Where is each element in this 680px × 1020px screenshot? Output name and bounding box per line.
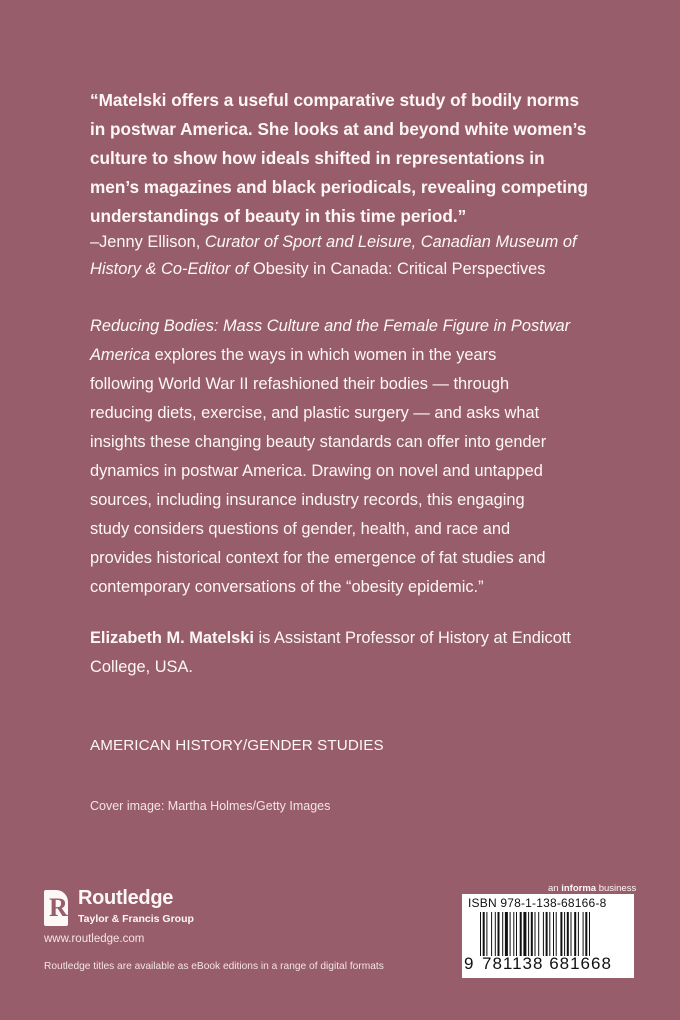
informa-business-label: an informa business <box>548 883 637 894</box>
routledge-mark-icon: R <box>44 890 68 926</box>
barcode-bar <box>538 912 539 956</box>
barcode-bar <box>571 912 572 956</box>
barcode-bar <box>553 912 554 956</box>
barcode-bar <box>583 912 584 956</box>
endorsement-quote <box>90 86 610 231</box>
barcode-bar <box>513 912 514 956</box>
barcode-bar <box>480 912 481 956</box>
barcode-bar <box>556 912 557 956</box>
description-text: explores the ways in which women in the years <box>150 346 497 364</box>
barcode-bar <box>574 912 576 956</box>
barcode-bar <box>516 912 517 956</box>
publisher-name: Routledge <box>78 887 174 909</box>
isbn-barcode <box>462 894 634 978</box>
barcode-bar <box>546 912 548 956</box>
barcode-bar <box>560 912 562 956</box>
author-bio <box>90 624 610 682</box>
barcode-bar <box>528 912 529 956</box>
endorser-name: –Jenny Ellison, <box>90 233 205 251</box>
subject-category: AMERICAN HISTORY/GENDER STUDIES <box>90 737 384 754</box>
quote-line: understandings of beauty in this time period.” <box>90 206 467 226</box>
barcode-bar <box>523 912 526 956</box>
isbn-first-digit: 9 <box>464 954 475 973</box>
description-line: insights these changing beauty standards can offer into gender <box>90 433 547 451</box>
endorser-role: Curator of Sport and Leisure, Canadian Museum of <box>204 233 577 251</box>
endorser-book: Obesity in Canada: Critical Perspectives <box>248 260 546 278</box>
endorsement-attribution <box>90 229 610 283</box>
barcode-bar <box>495 912 496 956</box>
barcode-bar <box>498 912 500 956</box>
barcode-bar <box>505 912 508 956</box>
description-line: provides historical context for the emergence of fat studies and <box>90 549 546 567</box>
barcode-bars <box>466 912 630 956</box>
book-description <box>90 312 610 602</box>
barcode-bar <box>585 912 587 956</box>
isbn-rest-digits: 781138 681668 <box>482 954 612 973</box>
quote-line: men’s magazines and black periodicals, revealing competing <box>90 177 588 197</box>
author-bio-text-cont: College, USA. <box>90 658 193 676</box>
barcode-bar <box>543 912 544 956</box>
barcode-bar <box>535 912 536 956</box>
author-name: Elizabeth M. Matelski <box>90 629 254 647</box>
author-bio-text: is Assistant Professor of History at Endicott <box>253 629 571 647</box>
barcode-bar <box>578 912 579 956</box>
barcode-bar <box>510 912 511 956</box>
routledge-logo <box>44 884 204 930</box>
isbn-label: ISBN 978-1-138-68166-8 <box>468 896 607 910</box>
description-line: dynamics in postwar America. Drawing on novel and untapped <box>90 462 543 480</box>
publisher-url: www.routledge.com <box>44 933 145 945</box>
barcode-bar <box>531 912 533 956</box>
barcode-bar <box>567 912 569 956</box>
description-line: sources, including insurance industry records, this engaging <box>90 491 525 509</box>
barcode-bar <box>483 912 485 956</box>
barcode-bar <box>491 912 492 956</box>
barcode-bar <box>549 912 550 956</box>
description-line: contemporary conversations of the “obesity epidemic.” <box>90 578 484 596</box>
barcode-bar <box>486 912 487 956</box>
barcode-bar <box>564 912 565 956</box>
barcode-bar <box>589 912 590 956</box>
endorser-role-cont: History & Co-Editor of <box>90 260 249 278</box>
quote-line: “Matelski offers a useful comparative study of bodily norms <box>90 90 580 110</box>
book-title: Reducing Bodies: Mass Culture and the Female Figure in Postwar <box>90 317 571 335</box>
ebook-note: Routledge titles are available as eBook editions in a range of digital formats <box>44 961 384 972</box>
book-title-cont: America <box>90 346 151 364</box>
barcode-bar <box>520 912 522 956</box>
barcode-bar <box>502 912 503 956</box>
quote-line: culture to show how ideals shifted in representations in <box>90 148 545 168</box>
publisher-tagline: Taylor & Francis Group <box>78 913 194 925</box>
description-line: reducing diets, exercise, and plastic surgery — and asks what <box>90 404 540 422</box>
description-line: following World War II refashioned their bodies — through <box>90 375 510 393</box>
cover-credit: Cover image: Martha Holmes/Getty Images <box>90 799 331 813</box>
description-line: study considers questions of gender, health, and race and <box>90 520 511 538</box>
quote-line: in postwar America. She looks at and beyond white women’s <box>90 119 587 139</box>
